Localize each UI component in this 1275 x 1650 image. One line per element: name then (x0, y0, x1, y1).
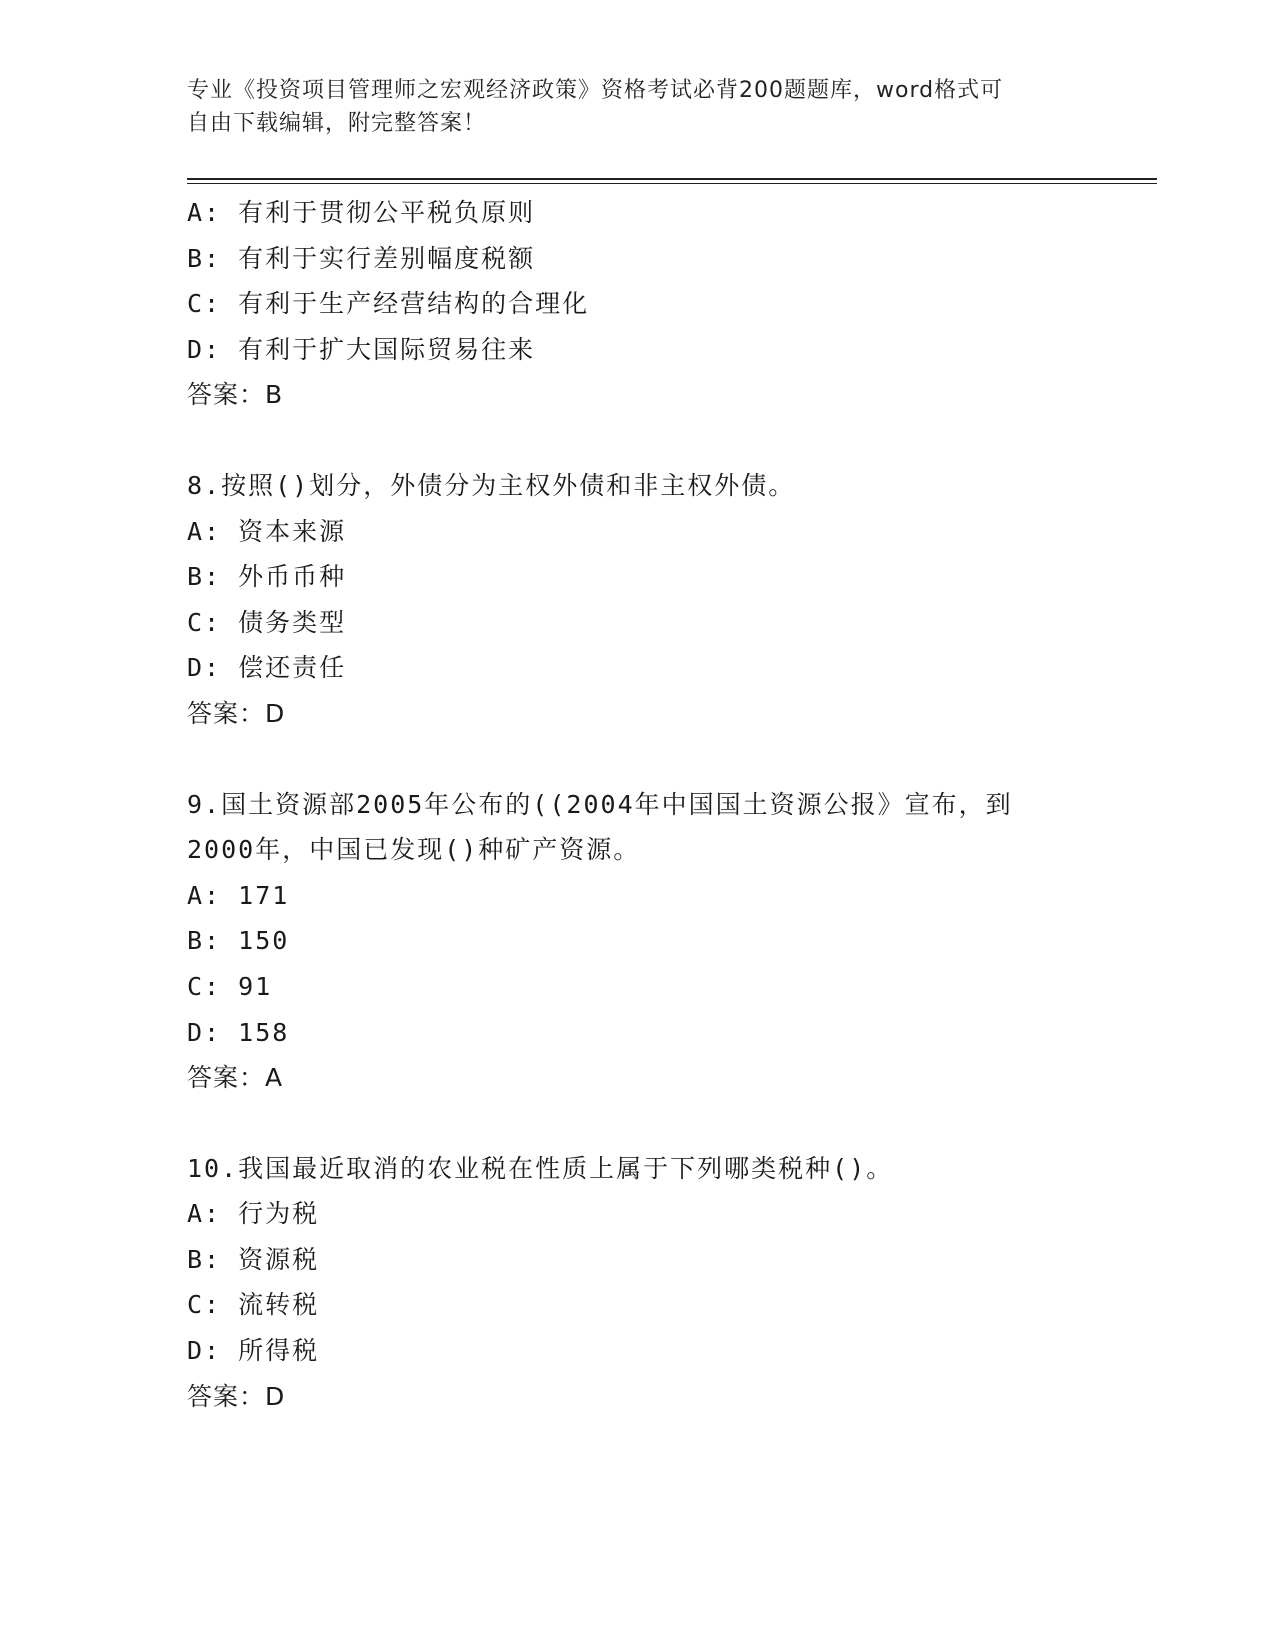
header-divider-thin (187, 183, 1157, 184)
q8-option-d: D: 偿还责任 (187, 653, 347, 683)
q9-option-d: D: 158 (187, 1017, 290, 1047)
q7-option-a: A: 有利于贯彻公平税负原则 (187, 198, 536, 227)
q9-option-b: B: 150 (187, 926, 290, 956)
header-line-1: 专业《投资项目管理师之宏观经济政策》资格考试必背200题题库，word格式可 (187, 78, 1004, 103)
q8-option-a: A: 资本来源 (187, 516, 347, 546)
q10-option-b: B: 资源税 (187, 1244, 320, 1274)
q10-option-c: C: 流转税 (187, 1290, 320, 1320)
question-10 (187, 1146, 1147, 1420)
q8-option-c: C: 债务类型 (187, 607, 347, 637)
document-header (187, 74, 1087, 140)
question-list (187, 190, 1147, 1419)
spacer (187, 1101, 1147, 1146)
q10-option-a: A: 行为税 (187, 1199, 320, 1229)
spacer (187, 418, 1147, 463)
q9-option-a: A: 171 (187, 880, 290, 910)
question-9 (187, 782, 1147, 1101)
q10-answer: 答案：D (187, 1381, 286, 1411)
q7-option-c: C: 有利于生产经营结构的合理化 (187, 289, 590, 319)
q9-question-line-1: 9.国土资源部2005年公布的((2004年中国国土资源公报》宣布，到 (187, 789, 1013, 819)
q8-answer: 答案：D (187, 698, 286, 728)
q8-option-b: B: 外币币种 (187, 562, 347, 592)
q10-question: 10.我国最近取消的农业税在性质上属于下列哪类税种()。 (187, 1153, 894, 1183)
q9-question-line-2: 2000年，中国已发现()种矿产资源。 (187, 835, 641, 865)
q9-option-c: C: 91 (187, 971, 273, 1001)
question-7 (187, 190, 1147, 418)
q10-option-d: D: 所得税 (187, 1336, 320, 1366)
q7-option-b: B: 有利于实行差别幅度税额 (187, 243, 536, 273)
q7-answer: 答案：B (187, 380, 284, 410)
q8-question: 8.按照()划分，外债分为主权外债和非主权外债。 (187, 470, 796, 500)
question-8 (187, 463, 1147, 737)
header-divider-thick (187, 178, 1157, 180)
q9-answer: 答案：A (187, 1063, 284, 1093)
header-line-2: 自由下载编辑，附完整答案！ (187, 111, 487, 136)
q7-option-d: D: 有利于扩大国际贸易往来 (187, 334, 536, 364)
spacer (187, 737, 1147, 782)
